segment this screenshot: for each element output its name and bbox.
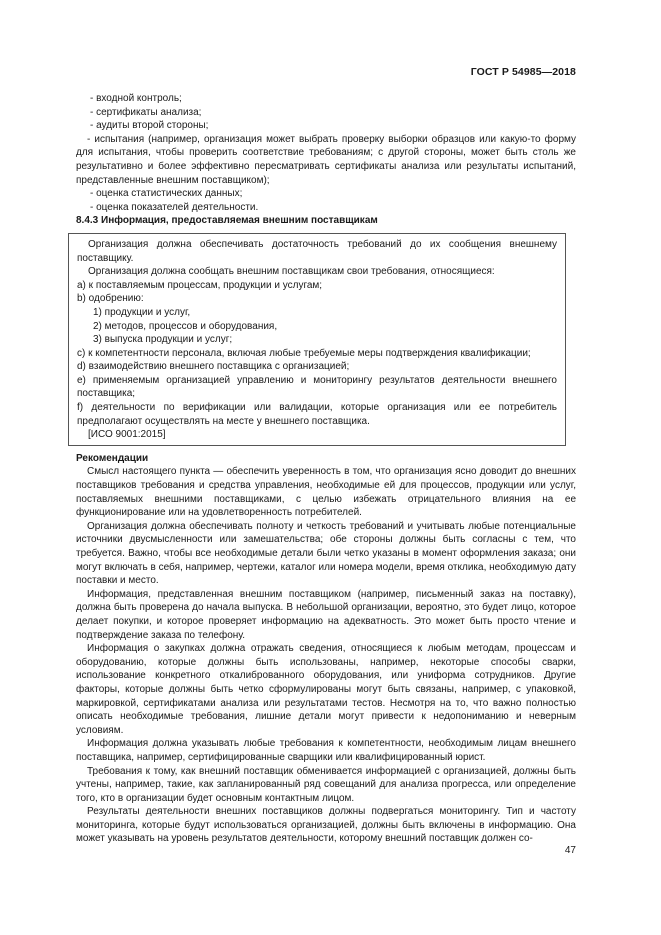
- recommendation-paragraph: Информация, представленная внешним поставщиком (например, письменный заказ на поставку), должна быть проверена до начала выпуска. В небольшой организации, вероятно, это будет лицо, которое делает покупки, и которое проверяет информацию на адекватность. Это может быть просто чтение и подтверждение заказа по телефону.: [76, 588, 576, 641]
- recommendation-paragraph: Информация о закупках должна отражать сведения, относящиеся к любым методам, процессам и оборудованию, которые должны быть использованы, например, некоторые способы сварки, использование конкретного откалиброванного оборудования, или униформа сотрудников. Другие факторы, которые должны быть четко сформулированы могут быть связаны, например, с упаковкой, маркировкой, сертификатами анализа или результатами тестов. Несмотря на то, что важно полностью описать необходимые требования, лишние детали могут привести к недопониманию и неверным условиям.: [76, 643, 576, 736]
- list-item: - оценка показателей деятельности.: [90, 201, 259, 213]
- quote-paragraph: Организация должна обеспечивать достаточность требований до их сообщения внешнему поставщику.: [77, 238, 557, 264]
- list-item: - сертификаты анализа;: [90, 106, 202, 118]
- quote-item: d) взаимодействию внешнего поставщика с организацией;: [77, 361, 350, 373]
- list-item: - испытания (например, организация может выбрать проверку выборки образцов или какую-то форму для испытания, чтобы проверить соответствие требованиям; с другой стороны, может быть столь же результативно и более эффективно пересматривать сертификаты анализа или результаты испытаний, представленные внешним поставщиком);: [76, 133, 576, 186]
- quote-item: c) к компетентности персонала, включая любые требуемые меры подтверждения квалификации;: [77, 347, 531, 359]
- quote-paragraph: Организация должна сообщать внешним поставщикам свои требования, относящиеся:: [88, 266, 495, 278]
- quote-item: e) применяемым организацией управлению и мониторингу результатов деятельности внешнего поставщика;: [77, 374, 557, 400]
- page-number: 47: [564, 845, 576, 856]
- recommendation-paragraph: Информация должна указывать любые требования к компетентности, необходимым лицам внешнего поставщика, например, сертифицированные сварщики или квалифицированный юрист.: [76, 738, 576, 763]
- list-item: - аудиты второй стороны;: [90, 120, 209, 132]
- quote-item: a) к поставляемым процессам, продукции и услугам;: [77, 279, 323, 291]
- recommendation-paragraph: Организация должна обеспечивать полноту и четкость требований и учитывать любые потенциальные источники двусмысленности или замешательства; обе стороны должны быть согласны с тем, что требуется. Важно, чтобы все необходимые детали были четко указаны в момент оформления заказа; они могут включать в себя, например, чертежи, каталог или номера модели, время отклика, необходимую дату поставки и место.: [76, 520, 576, 587]
- iso-quote-box: [68, 233, 566, 446]
- quote-item: b) одобрению:: [77, 293, 144, 305]
- quote-reference: [ИСО 9001:2015]: [88, 429, 166, 441]
- recommendation-paragraph: Смысл настоящего пункта — обеспечить уверенность в том, что организация ясно доводит до внешних поставщиков требования и средства управления, необходимые ей для процессов, продукции или услуг, поставляемых внешними поставщиками, с целью избежать отрицательного влияния на ее функционирование или на удовлетворенность потребителей.: [76, 466, 576, 519]
- list-item: - оценка статистических данных;: [90, 188, 243, 200]
- quote-item: f) деятельности по верификации или валидации, которые организация или ее потребитель предполагают осуществлять на месте у внешнего поставщика.: [77, 402, 557, 427]
- recommendation-paragraph: Требования к тому, как внешний поставщик обменивается информацией с организацией, должны быть учтены, например, такие, как запланированный ряд совещаний для анализа прогресса, или определение того, кто в организации будет основным контактным лицом.: [76, 765, 576, 804]
- list-item: - входной контроль;: [90, 93, 182, 104]
- quote-subitem: 2) методов, процессов и оборудования,: [93, 320, 278, 332]
- section-title: 8.4.3 Информация, предоставляемая внешним поставщикам: [76, 215, 378, 227]
- quote-subitem: 3) выпуска продукции и услуг;: [93, 334, 233, 346]
- page-content: [76, 92, 576, 846]
- standard-header: ГОСТ Р 54985—2018: [470, 66, 576, 78]
- recommendations-title: Рекомендации: [76, 452, 149, 464]
- quote-subitem: 1) продукции и услуг,: [93, 306, 191, 318]
- recommendation-paragraph: Результаты деятельности внешних поставщиков должны подвергаться мониторингу. Тип и частоту мониторинга, которые будут использоваться организацией, должны быть включены в информацию. Она может указывать на уровень результатов деятельности, которому внешний поставщик должен со-: [76, 806, 576, 845]
